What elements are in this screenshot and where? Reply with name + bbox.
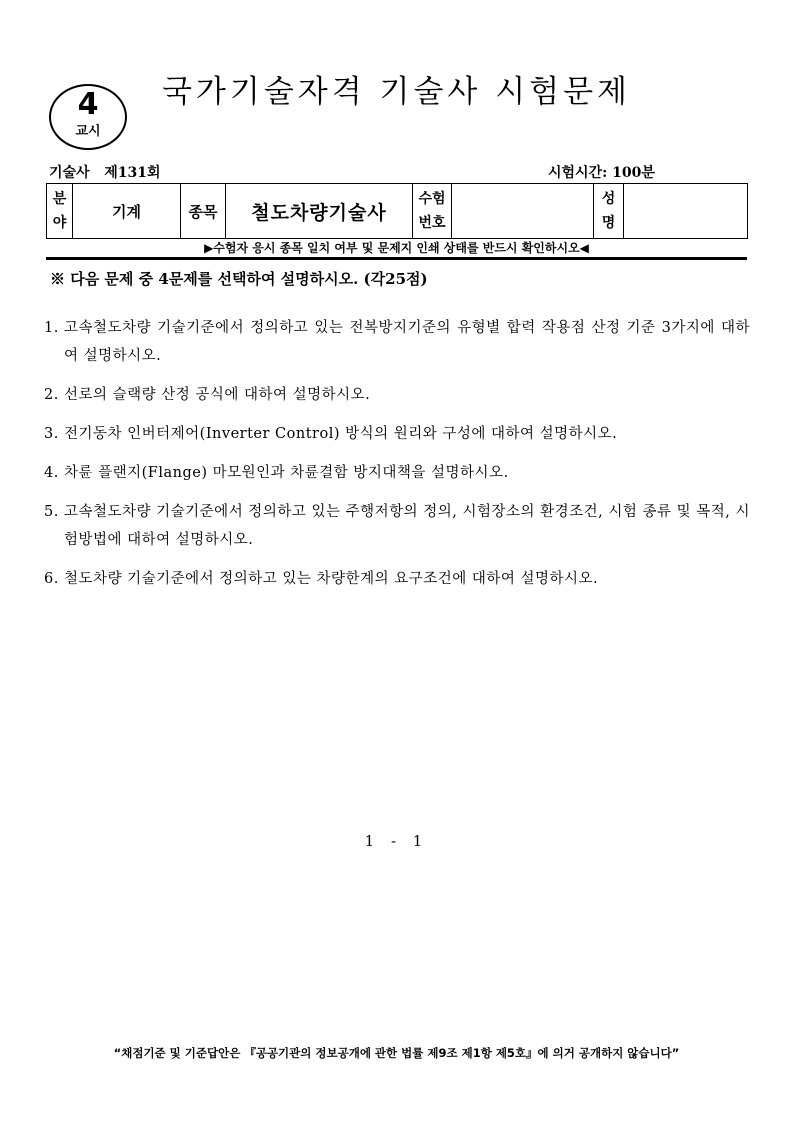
question-item (44, 314, 750, 370)
question-item (44, 565, 750, 593)
question-text: 전기동차 인버터제어(Inverter Control) 방식의 원리와 구성에 대하여 설명하시오. (64, 426, 618, 442)
question-number: 6. (44, 571, 59, 587)
question-text: 고속철도차량 기술기준에서 정의하고 있는 전복방지기준의 유형별 합력 작용점 산정 기준 3가지에 대하여 설명하시오. (64, 320, 750, 364)
field-label-cell (47, 184, 73, 239)
exam-number-label-top: 수험 (418, 191, 446, 207)
question-number: 1. (44, 320, 59, 336)
question-text: 고속철도차량 기술기준에서 정의하고 있는 주행저항의 정의, 시험장소의 환경조건, 시험 종류 및 목적, 시험방법에 대하여 설명하시오. (64, 504, 750, 548)
exam-info-table (46, 183, 748, 239)
question-number: 5. (44, 504, 59, 520)
footer-notice: “채점기준 및 기준답안은 『공공기관의 정보공개에 관한 법률 제9조 제1항 제5호』에 의거 공개하지 않습니다” (113, 1046, 680, 1060)
category-value: 철도차량기술사 (226, 184, 413, 239)
session-label: 교시 (75, 124, 101, 139)
question-item (44, 498, 750, 554)
field-label-top: 분 (52, 191, 67, 207)
instruction: ※ 다음 문제 중 4문제를 선택하여 설명하시오. (각25점) (50, 270, 428, 288)
session-badge (49, 84, 127, 150)
name-label-bottom: 명 (601, 215, 616, 231)
question-number: 2. (44, 387, 59, 403)
page-title: 국가기술자격 기술사 시험문제 (161, 74, 631, 110)
exam-duration: 시험시간: 100분 (548, 165, 655, 181)
exam-number-label-bottom: 번호 (418, 215, 446, 231)
question-text: 차륜 플랜지(Flange) 마모원인과 차륜결함 방지대책을 설명하시오. (64, 465, 509, 481)
question-text: 선로의 슬랙량 산정 공식에 대하여 설명하시오. (64, 387, 371, 403)
name-label-top: 성 (601, 191, 616, 207)
exam-round: 기술사 제131회 (49, 165, 161, 181)
question-number: 3. (44, 426, 59, 442)
question-item (44, 420, 750, 448)
field-label-bottom: 야 (52, 215, 67, 231)
question-number: 4. (44, 465, 59, 481)
divider (46, 257, 747, 260)
name-field[interactable] (624, 184, 748, 239)
question-item (44, 459, 750, 487)
question-list (44, 314, 750, 604)
name-label-cell (594, 184, 624, 239)
page-number: 1 - 1 (364, 832, 429, 850)
exam-number-field[interactable] (452, 184, 594, 239)
field-value: 기계 (73, 184, 181, 239)
session-number: 4 (77, 87, 99, 122)
exam-number-label-cell (413, 184, 452, 239)
check-notice: ▶수험자 응시 종목 일치 여부 및 문제지 인쇄 상태를 반드시 확인하시오◀ (204, 241, 589, 255)
category-label: 종목 (181, 184, 226, 239)
question-item (44, 381, 750, 409)
question-text: 철도차량 기술기준에서 정의하고 있는 차량한계의 요구조건에 대하여 설명하시오. (64, 571, 599, 587)
